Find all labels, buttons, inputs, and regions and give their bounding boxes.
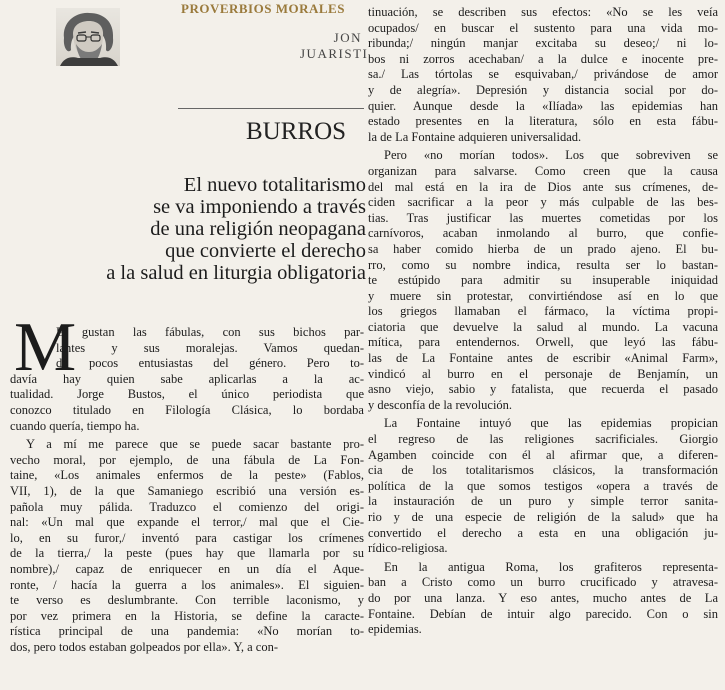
subhead-line: a la salud en liturgia obligatoria [106, 262, 366, 284]
text-line: rio y de una especie de religión de la salud» que ha [368, 510, 718, 524]
text-line: lo, en su furor,/ inventó para castigar los crímenes [10, 530, 364, 545]
text-line: davía hay quien sabe aplicarlas a la ac- [10, 371, 364, 386]
text-line: quier. Aunque desde la «Ilíada» las epidemias han [368, 98, 718, 113]
text-line: y muere sin protestar, convirtiéndose así en lo que [368, 288, 718, 303]
text-line: nal: «Un mal que expande el terror,/ mal que el Cie- [10, 515, 364, 530]
article-column-2 [368, 5, 718, 638]
text-line: la instauración de un puro y simple terror sanita- [368, 494, 718, 509]
text-line: cia de los totalitarismos clásicos, la transformación [368, 463, 718, 478]
text-line: Agamben coincide con él al afirmar que, a diferen- [368, 447, 718, 462]
header-rule [178, 108, 364, 109]
author-portrait [56, 8, 120, 66]
text-line: las de La Fontaine antes de escribir «Animal Farm», [368, 351, 718, 366]
text-line: asno viejo, sabio y fatalista, que recuerda el pasado [368, 382, 718, 397]
text-line: sa haber comido hierba de un prado ajeno. El bu- [368, 241, 718, 256]
text-line: Y a mí me parece que se puede sacar bastante pro- [26, 437, 364, 452]
text-line: convertido el derecho a esta en una obligación ju- [368, 525, 718, 540]
text-line: ronte, / hacía la guerra a los animales». El siguien- [10, 577, 364, 592]
text-line: del mal está en la ira de Dios ante sus crímenes, de- [368, 179, 718, 194]
text-line: nombre),/ capaz de enriquecer en un día el Aque- [10, 561, 364, 576]
text-line: ribunda;/ ningún manjar excitaba su deseo;/ ni lo- [368, 36, 718, 51]
text-line: dos, pero todos estaban golpeados por ella». Y, a con- [10, 639, 278, 654]
text-line: cuando quería, tiempo ha. [10, 418, 140, 433]
text-line: los griegos llamaban el fármaco, la víctima propi- [368, 304, 718, 319]
text-line: política de la que somos testigos «opera a través de [368, 478, 718, 493]
subheadline [20, 174, 366, 284]
text-line: taine, «Los animales enfermos de la peste» (Fablos, [10, 468, 364, 483]
text-line: tinuación, se describen sus efectos: «No se les veía [368, 5, 718, 19]
text-line: tias. Tras justificar las muertes cometidas por los [368, 210, 718, 225]
text-line: pañola muy pálida. Traduzco el comienzo del origi- [10, 499, 364, 514]
subhead-line: que convierte el derecho [165, 240, 366, 262]
text-line: conozco titulado en Filología Clásica, lo bordaba [10, 402, 364, 417]
text-line: carnívoros, acaban inmolando al burro, que confie- [368, 226, 718, 241]
text-line: y desconfía de la revolución. [368, 397, 513, 412]
text-line: te estúpido para admitir su insuperable iniquidad [368, 273, 718, 288]
subhead-line: se va imponiendo a través [153, 196, 366, 218]
text-line: ban a Cristo como un burro crucificado y atravesa- [368, 575, 718, 590]
subhead-line: de una religión neopagana [150, 218, 366, 240]
headline: BURROS [246, 118, 347, 145]
text-line: lantes y sus moralejas. Vamos quedan- [56, 340, 364, 355]
text-line: te verso es deslumbrante. Con terrible laconismo, y [10, 593, 364, 608]
text-line: epidemias. [368, 622, 422, 637]
text-line: tualidad. Jorge Bustos, el único periodista que [10, 387, 364, 402]
text-line: por vez primera en la Historia, se define la caracte- [10, 608, 364, 623]
text-line: rídico-religiosa. [368, 541, 448, 556]
text-line: rística principal de una pandemia: «No morían to- [10, 624, 364, 639]
text-line: ocupados/ en buscar el sustento para una vida mo- [368, 20, 718, 35]
text-line: ciatoria que devuelve la salud al mundo. La vacuna [368, 319, 718, 334]
text-line: de la tierra,/ la peste (pues hay que llamarla por su [10, 546, 364, 561]
text-line: el regreso de las religiones sacrificiales. Giorgio [368, 432, 718, 447]
text-line: vindicó al burro en el personaje de Benjamín, un [368, 366, 718, 381]
subhead-line: El nuevo totalitarismo [183, 174, 366, 196]
article-column-1 [10, 325, 364, 655]
text-line: bos ni zorros acechaban/ a la dulce e inocente pre- [368, 51, 718, 66]
section-title: PROVERBIOS MORALES [181, 1, 345, 16]
author-byline [300, 30, 369, 62]
text-line: rro, como su nombre indica, resulta ser lo bastan- [368, 257, 718, 272]
text-line: sa./ Las tórtolas se esquivaban,/ privándose de amor [368, 67, 718, 82]
text-line: En la antigua Roma, los grafiteros representa- [384, 559, 718, 574]
text-line: VII, 1), de la que Samaniego escribió una versión es- [10, 483, 364, 498]
text-line: La Fontaine intuyó que las epidemias propician [384, 416, 718, 431]
text-line: Fontaine. Debían de intuir algo parecido. Con o sin [368, 606, 718, 621]
text-line: do pocos entusiastas del género. Pero to- [56, 356, 364, 371]
text-line: E gustan las fábulas, con sus bichos par- [56, 325, 364, 339]
text-line: ciden sacrificar a la peor y más culpable de las bes- [368, 195, 718, 210]
author-last-name: JUARISTI [300, 46, 369, 61]
text-line: organizan para salvarse. Como creen que la causa [368, 163, 718, 178]
text-line: Pero «no morían todos». Los que sobreviven se [384, 148, 718, 163]
text-line: do por una lanza. Y eso antes, mucho antes de La [368, 590, 718, 605]
text-line: la de La Fontaine adquieren universalidad. [368, 129, 582, 144]
text-line: estado presentes en la literatura, sólo en esta fábu- [368, 114, 718, 129]
text-line: vecho moral, por ejemplo, de una fábula de La Fon- [10, 452, 364, 467]
text-line: y de alegría». Depresión y distancia social por do- [368, 82, 718, 97]
text-line: mítica, para entendernos. Orwell, que leyó las fábu- [368, 335, 718, 350]
drop-cap: M [14, 309, 77, 386]
author-first-name: JON [333, 30, 362, 45]
